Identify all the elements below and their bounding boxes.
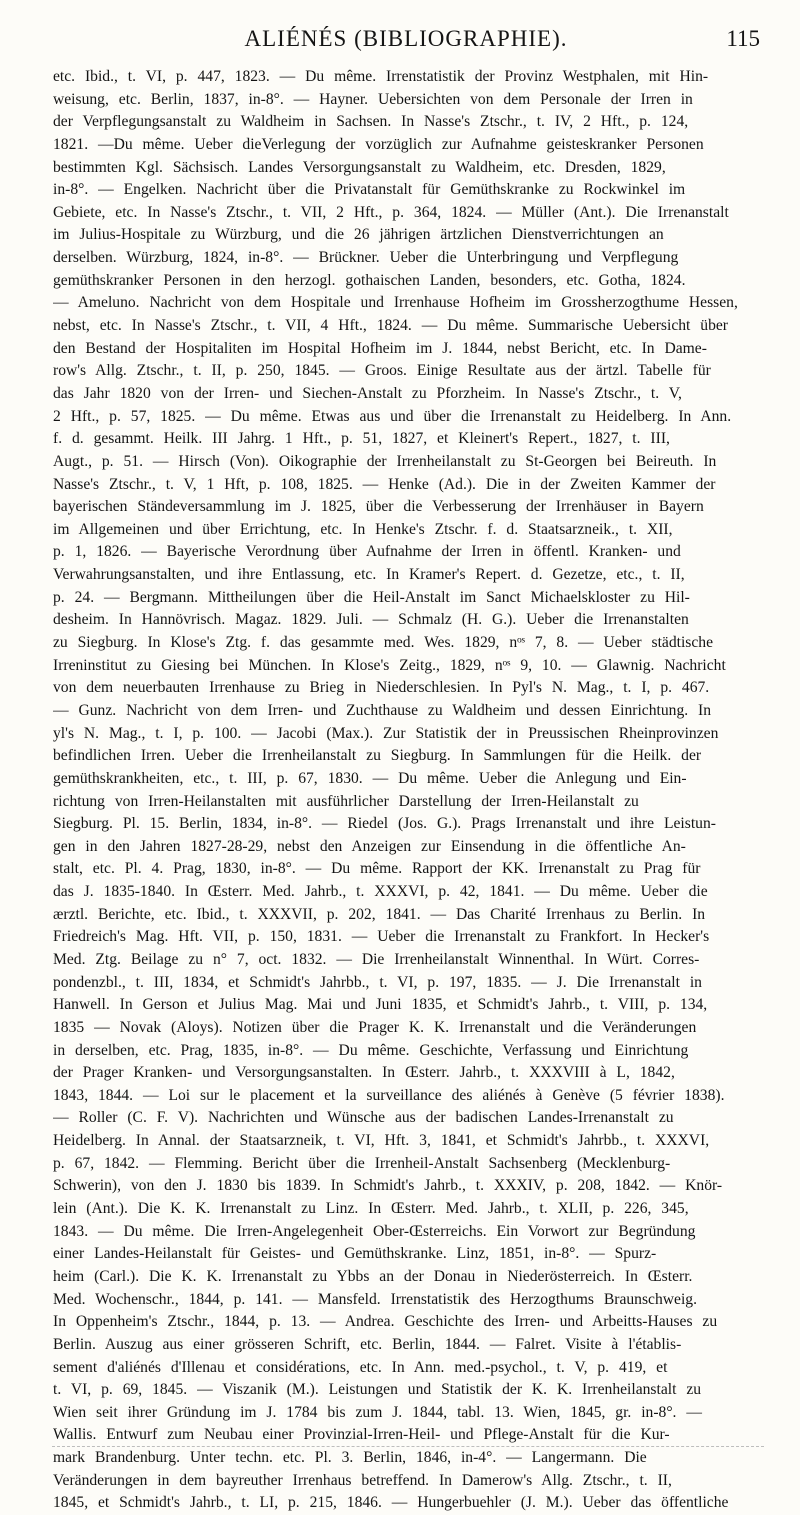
text-line: derselben. Würzburg, 1824, in-8°. — Brückner. Ueber die Unterbringung und Verpflegung (53, 249, 679, 267)
text-line: lein (Ant.). Die K. K. Irrenanstalt zu Linz. In Œsterr. Med. Jahrb., t. XLII, p. 226, 345, (53, 1200, 689, 1218)
running-head (52, 26, 760, 60)
text-line: 1821. —Du même. Ueber dieVerlegung der vorzüglich zur Aufnahme geisteskranker Personen (53, 135, 704, 153)
text-line: t. VI, p. 69, 1845. — Viszanik (M.). Leistungen und Statistik der K. K. Irrenheilanstalt zu (53, 1381, 702, 1399)
text-line: mark Brandenburg. Unter techn. etc. Pl. 3. Berlin, 1846, in-4°. — Langermann. Die (53, 1449, 647, 1467)
text-line: — Gunz. Nachricht von dem Irren- und Zuchthause zu Waldheim und dessen Einrichtung. In (53, 701, 712, 719)
text-line: — Roller (C. F. V). Nachrichten und Wünsche aus der badischen Landes-Irrenanstalt zu (53, 1109, 674, 1127)
text-line: bestimmten Kgl. Sächsisch. Landes Versorgungsanstalt zu Waldheim, etc. Dresden, 1829, (53, 158, 666, 176)
bottom-rule (52, 1446, 764, 1447)
text-line: befindlichen Irren. Ueber die Irrenheilanstalt zu Siegburg. In Sammlungen für die Heilk. der (53, 747, 702, 765)
text-line: Veränderungen in dem bayreuther Irrenhaus betreffend. In Damerow's Allg. Ztschr., t. II, (53, 1471, 672, 1489)
text-line: gemüthskranker Personen in den herzogl. gothaischen Landen, besonders, etc. Gotha, 1824. (53, 271, 686, 289)
text-line: den Bestand der Hospitaliten im Hospital Hofheim im J. 1844, nebst Bericht, etc. In Dame- (53, 339, 707, 357)
text-line: Irreninstitut zu Giesing bei München. In Klose's Zeitg., 1829, nᵒˢ 9, 10. — Glawnig. Nachricht (53, 656, 726, 674)
text-line: stalt, etc. Pl. 4. Prag, 1830, in-8°. — Du même. Rapport der KK. Irrenanstalt zu Prag für (53, 860, 701, 878)
text-line: Schwerin), von den J. 1830 bis 1839. In Schmidt's Jahrb., t. XXXIV, p. 208, 1842. — Knör- (53, 1177, 723, 1195)
running-title: ALIÉNÉS (BIBLIOGRAPHIE). (244, 26, 568, 51)
bibliography-text (53, 66, 763, 1515)
page-number: 115 (726, 26, 760, 51)
text-line: Med. Wochenschr., 1844, p. 141. — Mansfeld. Irrenstatistik des Herzogthums Braunschweig. (53, 1290, 697, 1308)
text-line: 1845, et Schmidt's Jahrb., t. LI, p. 215, 1846. — Hungerbuehler (J. M.). Ueber das öffentliche (53, 1494, 729, 1512)
text-line: In Oppenheim's Ztschr., 1844, p. 13. — Andrea. Geschichte des Irren- und Arbeitts-Hauses zu (53, 1313, 718, 1331)
text-line: Friedreich's Mag. Hft. VII, p. 150, 1831. — Ueber die Irrenanstalt zu Frankfort. In Hecker's (53, 928, 710, 946)
text-line: 2 Hft., p. 57, 1825. — Du même. Etwas aus und über die Irrenanstalt zu Heidelberg. In Ann. (53, 407, 732, 425)
text-line: gen in den Jahren 1827-28-29, nebst den Anzeigen zur Einsendung in die öffentliche An- (53, 837, 686, 855)
text-line: das Jahr 1820 von der Irren- und Siechen-Anstalt zu Pforzheim. In Nasse's Ztschr., t. V, (53, 384, 682, 402)
text-line: pondenzbl., t. III, 1834, et Schmidt's Jahrbb., t. VI, p. 197, 1835. — J. Die Irrenanstalt in (53, 973, 702, 991)
text-line: row's Allg. Ztschr., t. II, p. 250, 1845. — Groos. Einige Resultate aus der ärtzl. Tabelle für (53, 362, 711, 380)
text-line: 1843, 1844. — Loi sur le placement et la surveillance des aliénés à Genève (5 février 1838). (53, 1086, 725, 1104)
text-line: — Ameluno. Nachricht von dem Hospitale und Irrenhause Hofheim im Grossherzogthume Hessen, (53, 294, 738, 312)
text-line: Hanwell. In Gerson et Julius Mag. Mai und Juni 1835, et Schmidt's Jahrb., t. VIII, p. 134, (53, 996, 708, 1014)
text-line: Heidelberg. In Annal. der Staatsarzneik, t. VI, Hft. 3, 1841, et Schmidt's Jahrbb., t. XXXVI, (53, 1132, 710, 1150)
text-line: Berlin. Auszug aus einer grösseren Schrift, etc. Berlin, 1844. — Falret. Visite à l'établis- (53, 1335, 682, 1353)
text-line: das J. 1835-1840. In Œsterr. Med. Jahrb., t. XXXVI, p. 42, 1841. — Du même. Ueber die (53, 883, 708, 901)
text-line: der Prager Kranken- und Versorgungsanstalten. In Œsterr. Jahrb., t. XXXVIII à L, 1842, (53, 1064, 675, 1082)
text-line: f. d. gesammt. Heilk. III Jahrg. 1 Hft., p. 51, 1827, et Kleinert's Repert., 1827, t. III, (53, 430, 670, 448)
text-line: Wallis. Entwurf zum Neubau einer Provinzial-Irren-Heil- und Pflege-Anstalt für die Kur- (53, 1426, 670, 1444)
text-line: zu Siegburg. In Klose's Ztg. f. das gesammte med. Wes. 1829, nᵒˢ 7, 8. — Ueber städtische (53, 634, 713, 652)
text-line: sement d'aliénés d'Illenau et considérations, etc. In Ann. med.-psychol., t. V, p. 419, et (53, 1358, 668, 1376)
text-line: im Allgemeinen und über Errichtung, etc. In Henke's Ztschr. f. d. Staatsarzneik., t. XII, (53, 520, 673, 538)
text-line: gemüthskrankheiten, etc., t. III, p. 67, 1830. — Du même. Ueber die Anlegung und Ein- (53, 769, 687, 787)
text-line: Gebiete, etc. In Nasse's Ztschr., t. VII, 2 Hft., p. 364, 1824. — Müller (Ant.). Die Irrenanstalt (53, 203, 729, 221)
text-line: 1843. — Du même. Die Irren-Angelegenheit Ober-Œsterreichs. Ein Vorwort zur Begründung (53, 1222, 696, 1240)
text-line: desheim. In Hannövrisch. Magaz. 1829. Juli. — Schmalz (H. G.). Ueber die Irrenanstalten (53, 611, 689, 629)
text-line: bayerischen Ständeversammlung im J. 1825, über die Verbesserung der Irrenhäuser in Bayern (53, 498, 704, 516)
text-line: in-8°. — Engelken. Nachricht über die Privatanstalt für Gemüthskranke zu Rockwinkel im (53, 181, 686, 199)
text-line: p. 1, 1826. — Bayerische Verordnung über Aufnahme der Irren in öffentl. Kranken- und (53, 543, 681, 561)
text-line: richtung von Irren-Heilanstalten mit ausführlicher Darstellung der Irren-Heilanstalt zu (53, 792, 639, 810)
text-line: heim (Carl.). Die K. K. Irrenanstalt zu Ybbs an der Donau in Niederösterreich. In Œsterr. (53, 1267, 693, 1285)
text-line: einer Landes-Heilanstalt für Geistes- und Gemüthskranke. Linz, 1851, in-8°. — Spurz- (53, 1245, 657, 1263)
text-line: 1835 — Novak (Aloys). Notizen über die Prager K. K. Irrenanstalt und die Veränderungen (53, 1018, 697, 1036)
text-line: p. 24. — Bergmann. Mittheilungen über die Heil-Anstalt im Sanct Michaelskloster zu Hil- (53, 588, 690, 606)
text-line: ærztl. Berichte, etc. Ibid., t. XXXVII, p. 202, 1841. — Das Charité Irrenhaus zu Berlin. In (53, 905, 706, 923)
text-line: im Julius-Hospitale zu Würzburg, und die 26 jährigen ärtzlichen Dienstverrichtungen an (53, 226, 664, 244)
text-line: p. 67, 1842. — Flemming. Bericht über die Irrenheil-Anstalt Sachsenberg (Mecklenburg- (53, 1154, 671, 1172)
text-line: der Verpflegungsanstalt zu Waldheim in Sachsen. In Nasse's Ztschr., t. IV, 2 Hft., p. 124, (53, 113, 689, 131)
text-line: yl's N. Mag., t. I, p. 100. — Jacobi (Max.). Zur Statistik der in Preussischen Rheinprovinzen (53, 724, 719, 742)
text-line: weisung, etc. Berlin, 1837, in-8°. — Hayner. Uebersichten von dem Personale der Irren in (53, 90, 693, 108)
text-line: Augt., p. 51. — Hirsch (Von). Oikographie der Irrenheilanstalt zu St-Georgen bei Beireuth. In (53, 452, 717, 470)
text-line: von dem neuerbauten Irrenhause zu Brieg in Niederschlesien. In Pyl's N. Mag., t. I, p. 467. (53, 679, 710, 697)
text-line: Wien seit ihrer Gründung im J. 1784 bis zum J. 1844, tabl. 13. Wien, 1845, gr. in-8°. — (53, 1403, 702, 1421)
text-line: Verwahrungsanstalten, und ihre Entlassung, etc. In Kramer's Repert. d. Gezetze, etc., t. II, (53, 566, 685, 584)
text-line: Siegburg. Pl. 15. Berlin, 1834, in-8°. — Riedel (Jos. G.). Prags Irrenanstalt und ihre Leistun- (53, 815, 716, 833)
text-line: in derselben, etc. Prag, 1835, in-8°. — Du même. Geschichte, Verfassung und Einrichtung (53, 1041, 689, 1059)
text-line: Med. Ztg. Beilage zu n° 7, oct. 1832. — Die Irrenheilanstalt Winnenthal. In Würt. Corres- (53, 950, 700, 968)
text-line: nebst, etc. In Nasse's Ztschr., t. VII, 4 Hft., 1824. — Du même. Summarische Uebersicht über (53, 317, 728, 335)
text-line: Nasse's Ztschr., t. V, 1 Hft, p. 108, 1825. — Henke (Ad.). Die in der Zweiten Kammer der (53, 475, 716, 493)
text-line: etc. Ibid., t. VI, p. 447, 1823. — Du même. Irrenstatistik der Provinz Westphalen, mit Hin- (53, 68, 709, 85)
